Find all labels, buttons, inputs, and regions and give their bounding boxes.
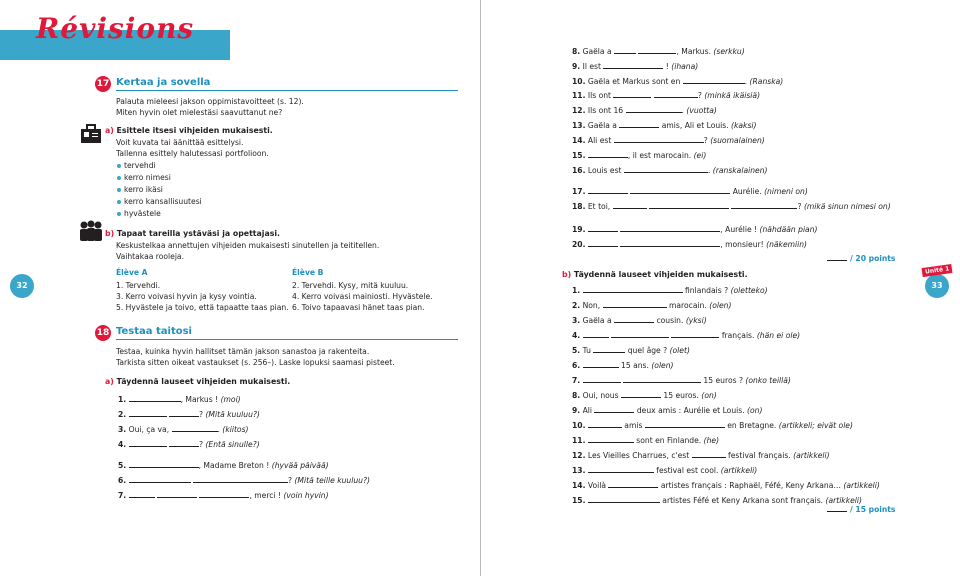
ex18-line-6: 6. ? (Mitä teille kuuluu?) bbox=[118, 476, 370, 485]
ex-b-line-10: 10. amis en Bretagne. (artikkeli; eivät ole) bbox=[572, 421, 853, 430]
ex18-intro-2: Tarkista sitten oikeat vastaukset (s. 256–). Laske lopuksi saamasi pisteet. bbox=[116, 358, 395, 367]
ex17-intro-1: Palauta mieleesi jakson oppimistavoitteet (s. 12). bbox=[116, 97, 304, 106]
ex-a-line-19: 19. , Aurélie ! (nähdään pian) bbox=[572, 225, 818, 234]
ex-a-line-18: 18. Et toi, ? (mikä sinun nimesi on) bbox=[572, 202, 891, 211]
exercise-rule-18 bbox=[116, 339, 458, 340]
people-icon bbox=[78, 220, 104, 242]
ex-b-line-8: 8. Oui, nous 15 euros. (on) bbox=[572, 391, 717, 400]
eleve-b-item: 6. Toivo tapaavasi hänet taas pian. bbox=[292, 303, 425, 312]
exercise-title-18: Testaa taitosi bbox=[116, 326, 192, 337]
ex-b-line-2: 2. Non, marocain. (olen) bbox=[572, 301, 732, 310]
bullet-item: tervehdi bbox=[124, 161, 156, 170]
ex-b-line-11: 11. sont en Finlande. (he) bbox=[572, 436, 720, 445]
ex-a-line-17: 17. Aurélie. (nimeni on) bbox=[572, 187, 808, 196]
bullet-icon bbox=[117, 200, 121, 204]
bullet-item: kerro ikäsi bbox=[124, 185, 163, 194]
ex-a-line-13: 13. Gaëla a amis, Ali et Louis. (kaksi) bbox=[572, 121, 757, 130]
bullet-icon bbox=[117, 176, 121, 180]
ex17b-heading: b) Tapaat tareilla ystäväsi ja opettajasi. bbox=[105, 229, 280, 238]
ex-a-line-8: 8. Gaëla a , Markus. (serkku) bbox=[572, 47, 745, 56]
score-b: / 15 points bbox=[827, 505, 895, 514]
eleve-a-item: 3. Kerro voivasi hyvin ja kysy vointia. bbox=[116, 292, 257, 301]
exercise-title-17: Kertaa ja sovella bbox=[116, 77, 211, 88]
exercise-number-17: 17 bbox=[95, 76, 111, 92]
exercise-rule-17 bbox=[116, 90, 458, 91]
bullet-icon bbox=[117, 188, 121, 192]
eleve-b-item: 2. Tervehdi. Kysy, mitä kuuluu. bbox=[292, 281, 409, 290]
ex18a-heading: a) Täydennä lauseet vihjeiden mukaisesti. bbox=[105, 377, 291, 386]
ex-b-heading: b) Täydennä lauseet vihjeiden mukaisesti. bbox=[562, 270, 748, 279]
page-number-left: 32 bbox=[10, 274, 34, 298]
eleve-a-item: 1. Tervehdi. bbox=[116, 281, 161, 290]
ex-b-line-5: 5. Tu quel âge ? (olet) bbox=[572, 346, 690, 355]
eleve-a-label: Élève A bbox=[116, 268, 148, 277]
eleve-b-label: Élève B bbox=[292, 268, 324, 277]
ex-b-line-14: 14. Voilà artistes français : Raphaël, Féfé, Keny Arkana… (artikkeli) bbox=[572, 481, 880, 490]
ex-b-line-13: 13. festival est cool. (artikkeli) bbox=[572, 466, 758, 475]
ex-a-line-9: 9. Il est ! (ihana) bbox=[572, 62, 699, 71]
ex18-line-4: 4. ? (Entä sinulle?) bbox=[118, 440, 260, 449]
ex17a-line-2: Tallenna esittely halutessasi portfolioon. bbox=[116, 149, 269, 158]
ex-a-line-11: 11. Ils ont ? (minkä ikäisiä) bbox=[572, 91, 761, 100]
bullet-item: hyvästele bbox=[124, 209, 161, 218]
eleve-b-item: 4. Kerro voivasi mainiosti. Hyvästele. bbox=[292, 292, 433, 301]
ex18-line-2: 2. ? (Mitä kuuluu?) bbox=[118, 410, 260, 419]
page-title: Révisions bbox=[36, 12, 195, 45]
score-a: / 20 points bbox=[827, 254, 895, 263]
ex17b-line-1: Keskustelkaa annettujen vihjeiden mukaisesti sinutellen ja teititellen. bbox=[116, 241, 380, 250]
ex18-line-1: 1. , Markus ! (moi) bbox=[118, 395, 241, 404]
ex-b-line-9: 9. Ali deux amis : Aurélie et Louis. (on) bbox=[572, 406, 763, 415]
ex-a-line-14: 14. Ali est ? (suomalainen) bbox=[572, 136, 765, 145]
ex18-line-7: 7. , merci ! (voin hyvin) bbox=[118, 491, 329, 500]
ex-b-line-12: 12. Les Vieilles Charrues, c'est festival français. (artikkeli) bbox=[572, 451, 830, 460]
ex17a-heading: a) Esittele itsesi vihjeiden mukaisesti. bbox=[105, 126, 273, 135]
bullet-item: kerro kansallisuutesi bbox=[124, 197, 202, 206]
ex-a-line-15: 15. , il est marocain. (ei) bbox=[572, 151, 707, 160]
ex17a-line-1: Voit kuvata tai äänittää esittelysi. bbox=[116, 138, 244, 147]
ex-a-line-16: 16. Louis est . (ranskalainen) bbox=[572, 166, 768, 175]
ex18-intro-1: Testaa, kuinka hyvin hallitset tämän jakson sanastoa ja rakenteita. bbox=[116, 347, 370, 356]
page-divider bbox=[480, 0, 481, 576]
unit-tab: Unité 1 bbox=[922, 264, 953, 277]
ex17-intro-2: Miten hyvin olet mielestäsi saavuttanut ne? bbox=[116, 108, 283, 117]
ex17b-line-2: Vaihtakaa rooleja. bbox=[116, 252, 185, 261]
ex-b-line-4: 4. français. (hän ei ole) bbox=[572, 331, 801, 340]
bullet-icon bbox=[117, 164, 121, 168]
page-number-right: 33 bbox=[925, 274, 949, 298]
ex-b-line-3: 3. Gaëla a cousin. (yksi) bbox=[572, 316, 707, 325]
bullet-icon bbox=[117, 212, 121, 216]
ex-a-line-10: 10. Gaëla et Markus sont en . (Ranska) bbox=[572, 77, 784, 86]
ex18-line-3: 3. Oui, ça va, . (kiitos) bbox=[118, 425, 249, 434]
eleve-a-item: 5. Hyvästele ja toivo, että tapaatte taas pian. bbox=[116, 303, 289, 312]
ex-b-line-1: 1. finlandais ? (oletteko) bbox=[572, 286, 768, 295]
briefcase-icon bbox=[80, 124, 102, 144]
ex-a-line-20: 20. , monsieur! (näkemiin) bbox=[572, 240, 808, 249]
ex-b-line-15: 15. artistes Féfé et Keny Arkana sont français. (artikkeli) bbox=[572, 496, 862, 505]
ex-b-line-6: 6. 15 ans. (olen) bbox=[572, 361, 674, 370]
ex-b-line-7: 7. 15 euros ? (onko teillä) bbox=[572, 376, 791, 385]
bullet-item: kerro nimesi bbox=[124, 173, 171, 182]
exercise-number-18: 18 bbox=[95, 325, 111, 341]
ex-a-line-12: 12. Ils ont 16 . (vuotta) bbox=[572, 106, 717, 115]
ex18-line-5: 5. , Madame Breton ! (hyvää päivää) bbox=[118, 461, 329, 470]
